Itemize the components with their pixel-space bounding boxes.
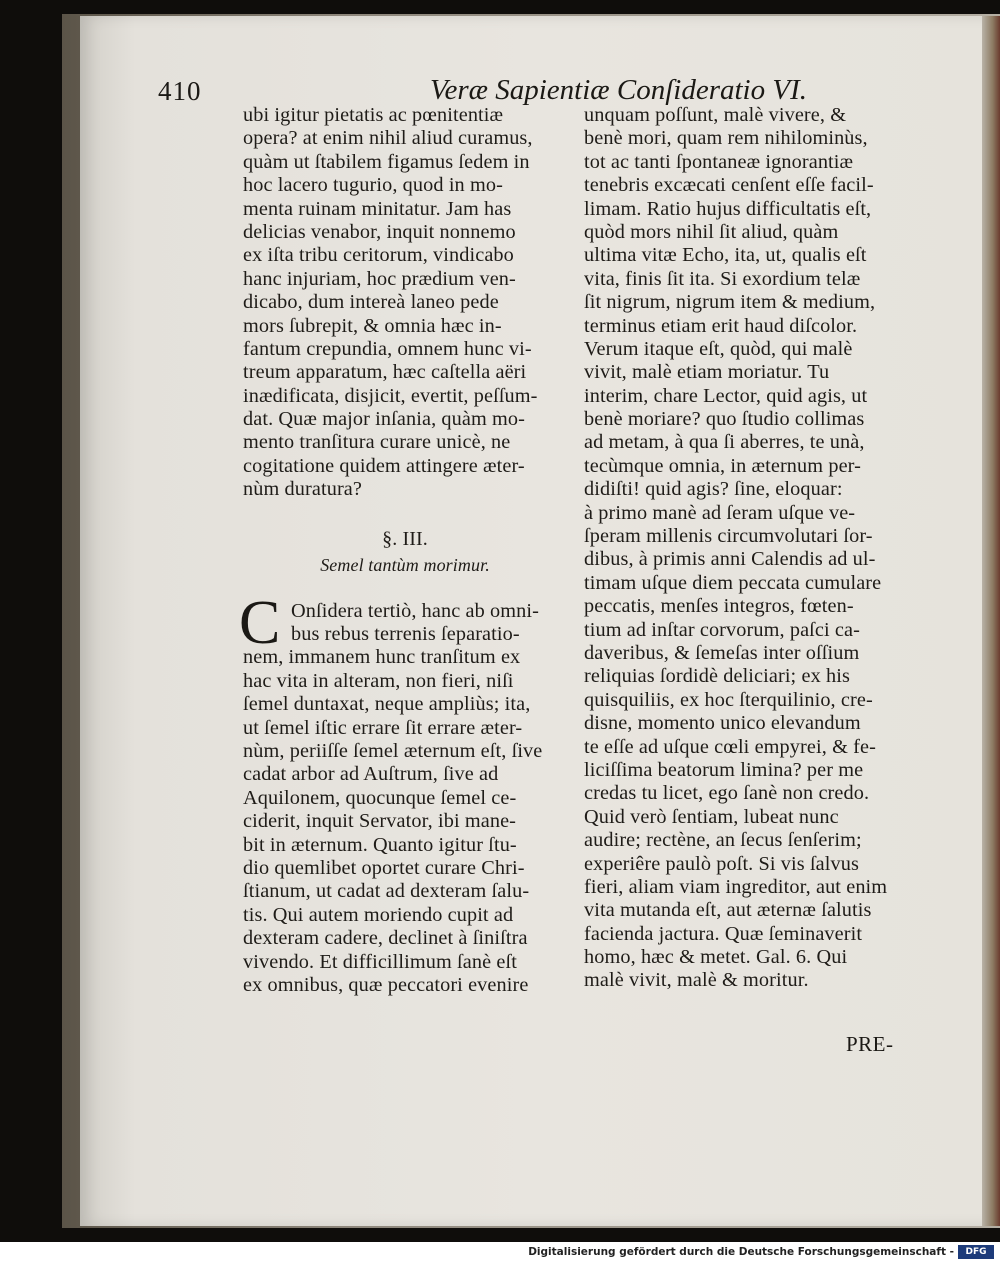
right-column (584, 104, 908, 993)
text-line: ultima vitæ Echo, ita, ut, qualis eſt (584, 244, 867, 267)
text-line: bus rebus terrenis ſeparatio- (291, 623, 520, 646)
text-line: vita, finis ſit ita. Si exordium telæ (584, 267, 861, 290)
text-line: Verum itaque eſt, quòd, qui malè (584, 337, 853, 360)
text-line: ad metam, à qua ſi aberres, te unà, (584, 431, 865, 454)
text-line: ſit nigrum, nigrum item & medium, (584, 291, 876, 314)
text-line: tot ac tanti ſpontaneæ ignorantiæ (584, 150, 854, 173)
book-spine (982, 16, 1000, 1226)
text-line: benè mori, quam rem nihilominùs, (584, 127, 868, 150)
text-line: mento tranſitura curare unicè, ne (243, 431, 511, 454)
digitization-footer (0, 1242, 1000, 1264)
page-number: 410 (158, 76, 202, 106)
text-line: limam. Ratio hujus difficultatis eſt, (584, 197, 872, 220)
text-line: hoc lacero tugurio, quod in mo- (243, 174, 503, 197)
right-column-text (584, 104, 908, 993)
text-line: malè vivit, malè & moritur. (584, 969, 809, 992)
text-line: cogitatione quidem attingere æter- (243, 454, 525, 477)
text-line: ex iſta tribu ceritorum, vindicabo (243, 244, 514, 267)
left-column-text-paragraph (243, 600, 567, 998)
text-line: reliquias ſordidè deliciari; ex his (584, 665, 850, 688)
text-line: quisquiliis, ex hoc ſterquilinio, cre- (584, 688, 873, 711)
text-line: nùm duratura? (243, 478, 362, 501)
text-line: homo, hæc & metet. Gal. 6. Qui (584, 946, 848, 969)
text-line: tium ad inſtar corvorum, paſci ca- (584, 618, 860, 641)
text-line: bit in æternum. Quanto igitur ſtu- (243, 833, 517, 856)
text-line: treum apparatum, hæc caſtella aëri (243, 361, 527, 384)
text-line: tenebris excæcati cenſent eſſe facil- (584, 174, 874, 197)
text-line: quòd mors nihil ſit aliud, quàm (584, 220, 839, 243)
text-line: Aquilonem, quocunque ſemel ce- (243, 786, 517, 809)
text-line: ut ſemel iſtic errare ſit errare æter- (243, 716, 523, 739)
text-line: facienda jactura. Quæ ſeminaverit (584, 922, 863, 945)
text-line: vivit, malè etiam moriatur. Tu (584, 361, 830, 384)
text-line: opera? at enim nihil aliud curamus, (243, 127, 533, 150)
text-line: disne, momento unico elevandum (584, 712, 861, 735)
running-head (158, 66, 918, 106)
text-line: hanc injuriam, hoc prædium ven- (243, 267, 516, 290)
text-line: dexteram cadere, declinet à ſiniſtra (243, 927, 528, 950)
text-line: unquam poſſunt, malè vivere, & (584, 104, 847, 126)
text-line: timam uſque diem peccata cumulare (584, 571, 882, 594)
text-line: ubi igitur pietatis ac pœnitentiæ (243, 104, 504, 126)
text-line: terminus etiam erit haud diſcolor. (584, 314, 858, 337)
text-line: inædificata, disjicit, evertit, peſſum- (243, 384, 538, 407)
text-line: dio quemlibet oportet curare Chri- (243, 856, 525, 879)
dropcap-initial: C (239, 588, 281, 657)
text-line: menta ruinam minitatur. Jam has (243, 197, 512, 220)
text-line: didiſti! quid agis? ſine, eloquar: (584, 478, 843, 501)
text-line: à primo manè ad ſeram uſque ve- (584, 501, 856, 524)
section-title: Semel tantùm morimur. (320, 554, 490, 575)
footer-credit: Digitalisierung gefördert durch die Deutsche Forschungsgemeinschaft - (528, 1246, 954, 1258)
section-number: §. III. (382, 527, 428, 550)
text-line: credas tu licet, ego ſanè non credo. (584, 782, 870, 805)
text-line: tis. Qui autem moriendo cupit ad (243, 903, 514, 926)
text-line: dicabo, dum intereà laneo pede (243, 291, 499, 314)
text-line: nem, immanem hunc tranſitum ex (243, 646, 521, 669)
text-line: delicias venabor, inquit nonnemo (243, 220, 516, 243)
text-line: quàm ut ſtabilem figamus ſedem in (243, 150, 530, 173)
text-line: daveribus, & ſemeſas inter oſſium (584, 641, 860, 664)
text-line: interim, chare Lector, quid agis, ut (584, 384, 868, 407)
text-line: benè moriare? quo ſtudio collimas (584, 408, 865, 431)
running-title: Veræ Sapientiæ Conſideratio VI. (430, 74, 807, 106)
dfg-logo-icon: DFG (958, 1245, 994, 1259)
text-line: fieri, aliam viam ingreditor, aut enim (584, 875, 888, 898)
text-line: peccatis, menſes integros, fœten- (584, 595, 854, 618)
left-column-text-top (243, 104, 567, 502)
paragraph-with-dropcap (239, 588, 567, 998)
text-line: mors ſubrepit, & omnia hæc in- (243, 314, 502, 337)
text-line: dibus, à primis anni Calendis ad ul- (584, 548, 876, 571)
text-line: ciderit, inquit Servator, ibi mane- (243, 810, 517, 833)
catchword: PRE- (846, 1032, 894, 1056)
text-line: hac vita in alteram, non fieri, niſi (243, 669, 514, 692)
text-line: vita mutanda eſt, aut æternæ ſalutis (584, 899, 872, 922)
text-line: liciſſima beatorum limina? per me (584, 758, 864, 781)
text-line: tecùmque omnia, in æternum per- (584, 454, 861, 477)
left-column (239, 104, 567, 997)
text-line: nùm, periiſſe ſemel æternum eſt, ſive (243, 739, 543, 762)
text-line: Quid verò ſentiam, lubeat nunc (584, 805, 839, 828)
text-line: experiêre paulò poſt. Si vis ſalvus (584, 852, 859, 875)
text-line: te eſſe ad uſque cœli empyrei, & fe- (584, 735, 876, 758)
text-line: Onſidera tertiò, hanc ab omni- (291, 599, 539, 622)
text-line: vivendo. Et difficillimum ſanè eſt (243, 950, 517, 973)
text-line: ſemel duntaxat, neque ampliùs; ita, (243, 693, 531, 716)
text-line: cadat arbor ad Auſtrum, ſive ad (243, 763, 499, 786)
text-line: ſperam millenis circumvolutari ſor- (584, 525, 873, 548)
text-line: fantum crepundia, omnem hunc vi- (243, 337, 532, 360)
text-line: dat. Quæ major inſania, quàm mo- (243, 408, 526, 431)
text-line: audire; rectène, an ſecus ſenſerim; (584, 829, 862, 852)
text-line: ſtianum, ut cadat ad dexteram ſalu- (243, 880, 530, 903)
text-line: ex omnibus, quæ peccatori evenire (243, 973, 529, 996)
